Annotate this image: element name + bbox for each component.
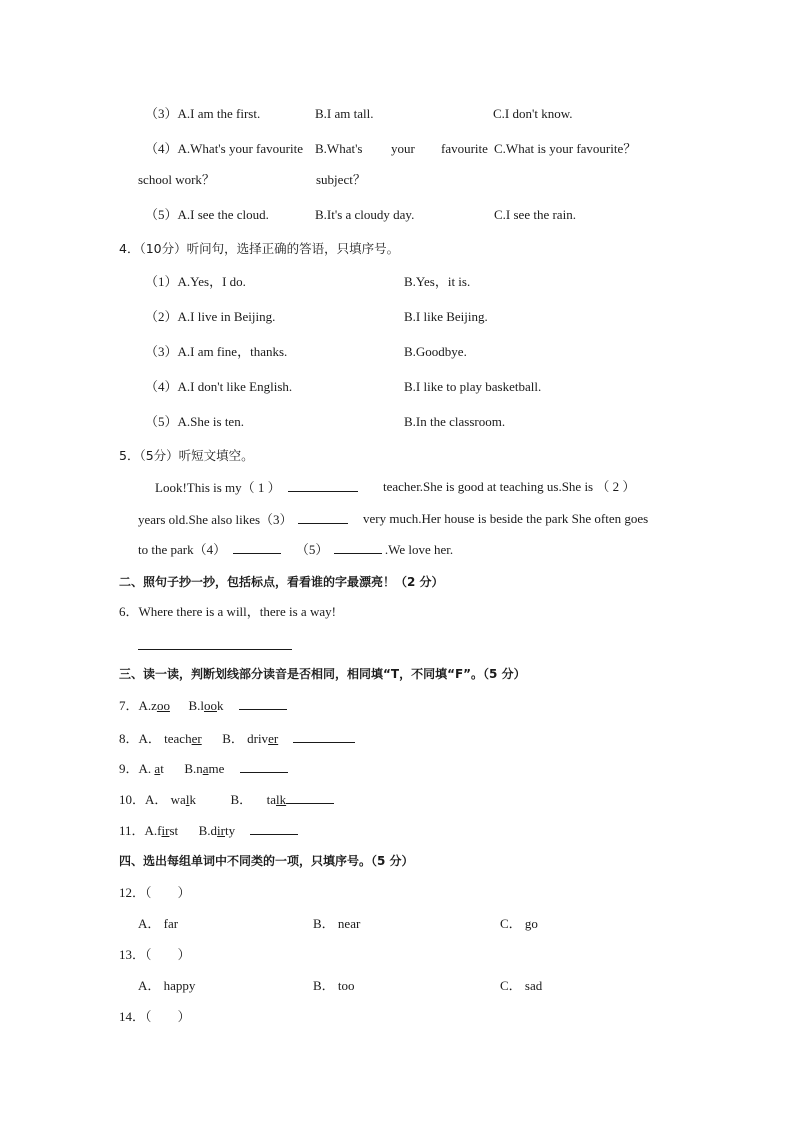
q3-item-4-option-b-3: favourite	[441, 141, 488, 156]
item-number: （5）	[145, 207, 178, 222]
q6-copy-line[interactable]	[138, 649, 292, 650]
option-b-text: B.d	[198, 823, 218, 838]
q6-sentence: 6．Where there is a will，there is a way!	[119, 604, 336, 619]
question-number: 11．	[119, 823, 145, 838]
option-a-text: A.f	[144, 823, 162, 838]
option-a-text: A． teach	[138, 731, 192, 746]
passage-text: years old.She also likes（3）	[138, 512, 293, 527]
q3-item-3	[145, 106, 260, 122]
q5-line-1	[155, 479, 358, 496]
option-a: A.Yes，I do.	[177, 274, 246, 289]
option-a-text: A.	[138, 761, 155, 776]
answer-blank-3[interactable]	[298, 511, 348, 524]
option-a: A.I live in Beijing.	[177, 309, 276, 324]
q11	[119, 822, 298, 839]
q4-item-5-b: B.In the classroom.	[404, 414, 506, 429]
q4-item-5-a	[145, 414, 244, 430]
q4-item-3-a	[145, 344, 287, 360]
q5-heading: 5．（5分）听短文填空。	[119, 448, 254, 463]
q4-item-4-b: B.I like to play basketball.	[404, 379, 542, 394]
question-number: 9．	[119, 761, 139, 776]
answer-blank[interactable]	[293, 730, 355, 743]
q3-item-5-option-b: B.It's a cloudy day.	[315, 207, 415, 222]
item-number: （1）	[145, 274, 178, 289]
q9	[119, 760, 288, 777]
q4-item-2-b: B.I like Beijing.	[404, 309, 488, 324]
item-number: （3）	[145, 344, 178, 359]
option-a: A.I am fine，thanks.	[177, 344, 288, 359]
option-b-text: ta	[266, 792, 276, 807]
q3-item-4-option-a-cont: school work？	[138, 172, 215, 187]
answer-blank[interactable]	[250, 822, 298, 835]
underlined-letters: oo	[156, 698, 170, 713]
question-number: 8．	[119, 731, 139, 746]
q3-item-4-option-b-1: B.What's	[315, 141, 363, 156]
option-a-text: A． wa	[145, 792, 186, 807]
option-a: A.I see the cloud.	[177, 207, 269, 222]
q5-line-3	[138, 541, 453, 558]
underlined-letters: ir	[161, 823, 170, 838]
option-b-text: k	[216, 698, 224, 713]
option-a-text: A.z	[138, 698, 157, 713]
q4-item-1-a	[145, 274, 246, 290]
q4-heading: 4．（10分）听问句，选择正确的答语，只填序号。	[119, 241, 400, 256]
q12-option-a: A． far	[138, 916, 179, 931]
underlined-letters: lk	[276, 792, 287, 807]
answer-blank[interactable]	[286, 791, 334, 804]
section-3-heading: 三、读一读，判断划线部分读音是否相同，相同填“T，不同填“F”。（5 分）	[119, 667, 526, 681]
q12-number: 12．（ ）	[119, 885, 191, 900]
q5-line-2-cont: very much.Her house is beside the park She often goes	[363, 511, 649, 526]
q3-item-4-option-b-cont: subject？	[316, 172, 366, 187]
underlined-letters: oo	[203, 698, 217, 713]
q3-item-4-option-c: C.What is your favourite？	[494, 141, 637, 156]
option-a: A.She is ten.	[177, 414, 244, 429]
option-b-text: B.n	[184, 761, 203, 776]
underlined-letters: ir	[217, 823, 225, 838]
item-number: （2）	[145, 309, 178, 324]
item-number: （4）	[145, 379, 178, 394]
q3-item-5	[145, 207, 269, 223]
underlined-letters: l	[185, 792, 190, 807]
q13-option-c: C． sad	[500, 978, 543, 993]
option-a-text: st	[169, 823, 179, 838]
passage-text: Look!This is my（ 1 ）	[155, 480, 281, 495]
passage-text: to the park（4）	[138, 542, 227, 557]
q13-option-a: A． happy	[138, 978, 196, 993]
q4-item-3-b: B.Goodbye.	[404, 344, 467, 359]
underlined-letters: a	[154, 761, 161, 776]
option-b-text: B.l	[188, 698, 204, 713]
option-a: A.I don't like English.	[177, 379, 293, 394]
option-a-text: k	[189, 792, 196, 807]
q3-item-5-option-c: C.I see the rain.	[494, 207, 576, 222]
option-b-text: B．	[230, 792, 253, 807]
q4-item-4-a	[145, 379, 292, 395]
answer-blank[interactable]	[240, 760, 288, 773]
answer-blank-5[interactable]	[334, 541, 382, 554]
q14-number: 14．（ ）	[119, 1009, 191, 1024]
q7	[119, 697, 287, 714]
option-a-text: t	[160, 761, 164, 776]
underlined-letters: er	[191, 731, 202, 746]
item-number: （3）	[145, 106, 178, 121]
q5-line-2	[138, 511, 348, 528]
option-a: A.What's your favourite	[177, 141, 303, 156]
question-number: 7．	[119, 698, 139, 713]
q3-item-3-option-c: C.I don't know.	[493, 106, 573, 121]
underlined-letters: a	[202, 761, 209, 776]
q5-line-1-cont: teacher.She is good at teaching us.She is （ 2 ）	[383, 479, 636, 494]
option-b-text: ty	[225, 823, 236, 838]
underlined-letters: er	[268, 731, 279, 746]
q4-item-2-a	[145, 309, 275, 325]
item-number: （4）	[145, 141, 178, 156]
section-4-heading: 四、选出每组单词中不同类的一项，只填序号。（5 分）	[119, 854, 414, 868]
q12-option-c: C． go	[500, 916, 538, 931]
passage-text: .We love her.	[384, 542, 454, 557]
q12-option-b: B． near	[313, 916, 361, 931]
question-number: 10．	[119, 792, 146, 807]
q10	[119, 791, 334, 808]
q13-number: 13．（ ）	[119, 947, 191, 962]
item-number: （5）	[145, 414, 178, 429]
q8	[119, 730, 355, 747]
q3-item-4-option-b-2: your	[391, 141, 415, 156]
q3-item-4	[145, 141, 303, 157]
option-b-text: me	[208, 761, 225, 776]
answer-blank-4[interactable]	[233, 541, 281, 554]
q13-option-b: B． too	[313, 978, 355, 993]
answer-blank-1[interactable]	[288, 479, 358, 492]
option-a: A.I am the first.	[177, 106, 261, 121]
q3-item-3-option-b: B.I am tall.	[315, 106, 374, 121]
q4-item-1-b: B.Yes，it is.	[404, 274, 471, 289]
section-2-heading: 二、照句子抄一抄，包括标点，看看谁的字最漂亮！（2 分）	[119, 575, 444, 589]
option-b-text: B． driv	[222, 731, 269, 746]
passage-text: （5）	[295, 542, 329, 557]
answer-blank[interactable]	[239, 697, 287, 710]
